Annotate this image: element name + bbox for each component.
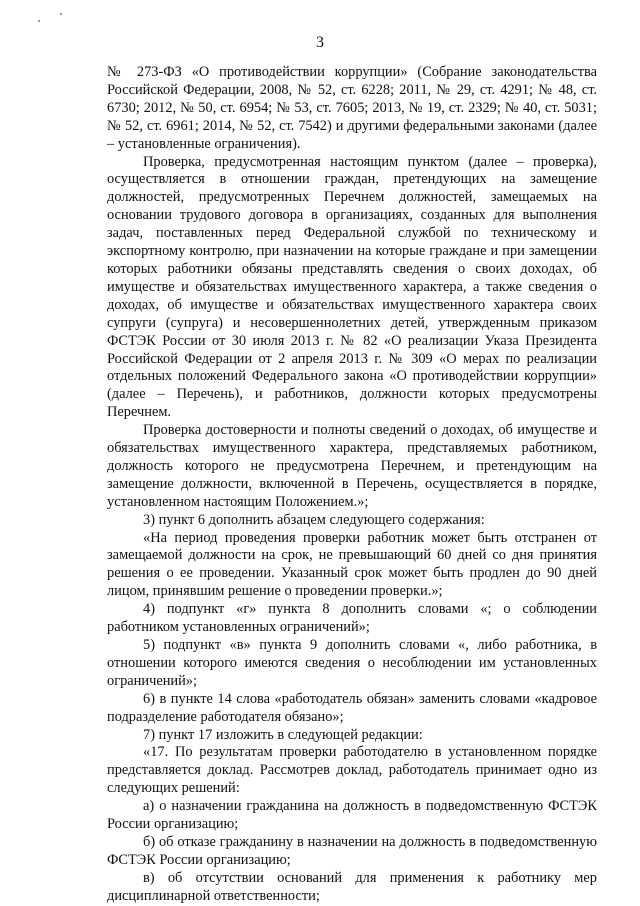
paragraph: «На период проведения проверки работник может быть отстранен от замещаемой должности на срок, не превышающий 60 дней со дня принятия решения о ее проведении. Указанный срок может быть продлен до 90 дней лицом, принявшим решение о проведении проверки.»; (107, 529, 597, 600)
paragraph: б) об отказе гражданину в назначении на должность в подведомственную ФСТЭК России организацию; (107, 833, 597, 868)
body-text (107, 64, 597, 906)
paragraph: 3) пункт 6 дополнить абзацем следующего содержания: (143, 511, 485, 528)
paragraph: а) о назначении гражданина на должность в подведомственную ФСТЭК России организацию; (107, 798, 597, 833)
paragraph: № 273-ФЗ «О противодействии коррупции» (Собрание законодательства Российской Федерации, 2008, № 52, ст. 6228; 2011, № 29, ст. 4291; № 48, ст. 6730; 2012, № 50, ст. 6954; № 53, ст. 7605; 2013, № 19, ст. 2329; № 40, ст. 5031; № 52, ст. 6961; 2014, № 52, ст. 7542) и другими федеральными законами (далее – установленные ограничения). (107, 64, 597, 152)
paragraph: Проверка, предусмотренная настоящим пунктом (далее – проверка), осуществляется в отношении граждан, претендующих на замещение должностей, предусмотренных Перечнем должностей, замещаемых на основании трудового договора в организациях, созданных для выполнения задач, поставленных перед Федеральной службой по техническому и экспортному контролю, при назначении на которые граждане и при замещении которых работники обязаны представлять сведения о своих доходах, об имуществе и обязательствах имущественного характера, а также сведения о доходах, об имуществе и обязательствах имущественного характера своих супруги (супруга) и несовершеннолетних детей, утвержденным приказом ФСТЭК России от 30 июля 2013 г. № 82 «О реализации Указа Президента Российской Федерации от 2 апреля 2013 г. № 309 «О мерах по реализации отдельных положений Федерального закона «О противодействии коррупции» (далее – Перечень), и работников, должности которых предусмотрены Перечнем. (107, 153, 597, 421)
scan-speck (38, 20, 40, 22)
paragraph: 7) пункт 17 изложить в следующей редакции: (143, 726, 423, 743)
paragraph: Проверка достоверности и полноты сведений о доходах, об имуществе и обязательствах имущественного характера, представляемых работником, должность которого не предусмотрена Перечнем, и претендующим на замещение должности, включенной в Перечень, осуществляется в порядке, установленном настоящим Положением.»; (107, 422, 597, 510)
page-number: 3 (316, 34, 324, 51)
paragraph: 5) подпункт «в» пункта 9 дополнить словами «, либо работника, в отношении которого имеются сведения о несоблюдении им установленных ограничений»; (107, 637, 597, 689)
paragraph: «17. По результатам проверки работодателю в установленном порядке представляется доклад. Рассмотрев доклад, работодатель принимает одно из следующих решений: (107, 744, 597, 797)
paragraph: 4) подпункт «г» пункта 8 дополнить словами «; о соблюдении работником установленных ограничений»; (107, 601, 597, 636)
paragraph: 6) в пункте 14 слова «работодатель обязан» заменить словами «кадровое подразделение работодателя обязано»; (107, 690, 597, 725)
paragraph: в) об отсутствии оснований для применения к работнику мер дисциплинарной ответственности; (107, 869, 597, 904)
scan-speck (60, 13, 62, 15)
